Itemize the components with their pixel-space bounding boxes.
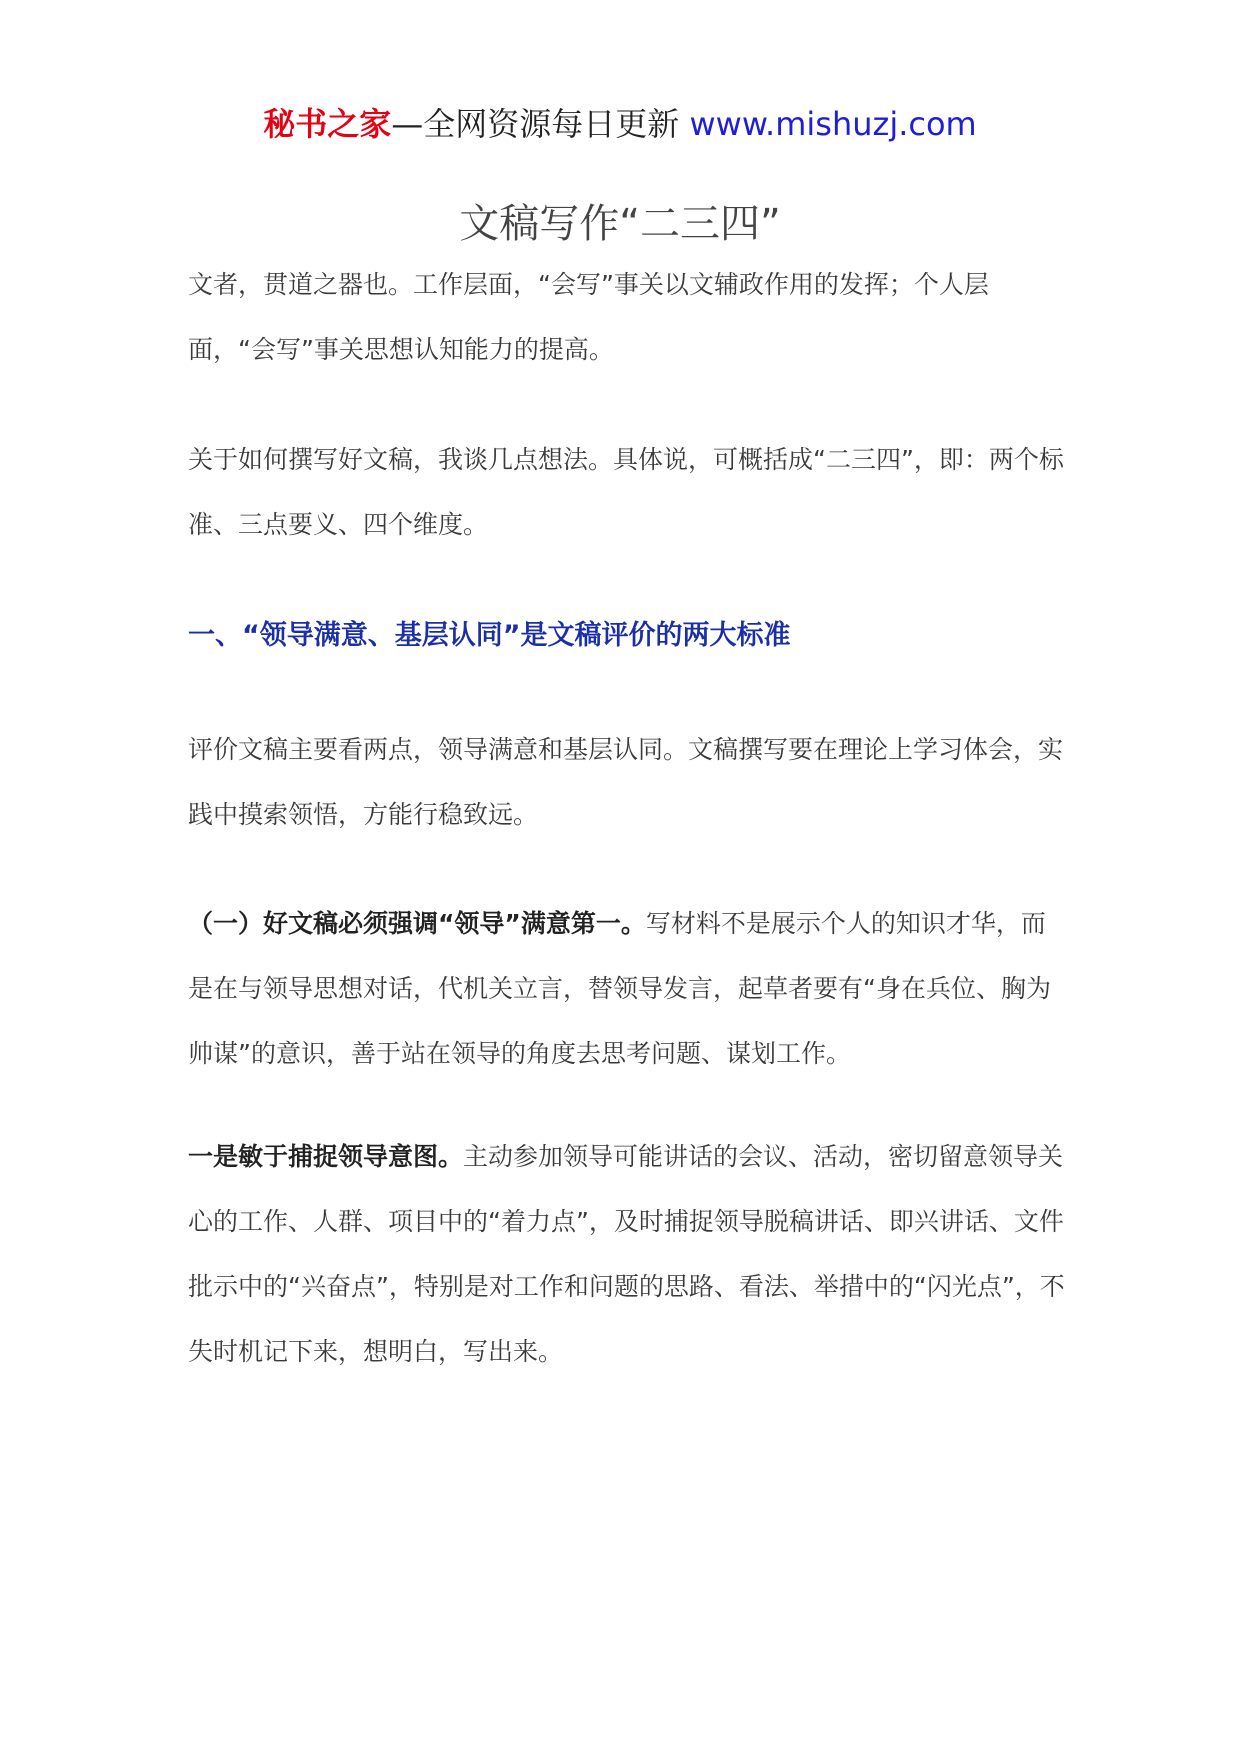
document-title: 文稿写作“二三四” [459, 201, 781, 247]
point-1-paragraph [188, 1124, 1068, 1384]
header-tagline: —全网资源每日更新 [391, 105, 690, 143]
section1-paragraph: 评价文稿主要看两点，领导满意和基层认同。文稿撰写要在理论上学习体会，实践中摸索领悟，方能行稳致远。 [188, 735, 1064, 829]
section-heading-1: 一、“领导满意、基层认同”是文稿评价的两大标准 [188, 620, 791, 651]
subsection-1-lead: （一）好文稿必须强调“领导”满意第一。 [188, 909, 646, 938]
overview-paragraph: 关于如何撰写好文稿，我谈几点想法。具体说，可概括成“二三四”，即：两个标准、三点要义、四个维度。 [188, 445, 1064, 539]
point-1-lead: 一是敏于捕捉领导意图。 [188, 1142, 464, 1171]
subsection-1-paragraph [188, 891, 1068, 1086]
site-header [0, 100, 1240, 148]
subsection-1-body: 写材料不是展示个人的知识才华，而是在与领导思想对话，代机关立言，替领导发言，起草者要有“身在兵位、胸为帅谋”的意识，善于站在领导的角度去思考问题、谋划工作。 [188, 909, 1051, 1068]
brand-name: 秘书之家 [263, 105, 392, 143]
site-url-link[interactable]: www.mishuzj.com [689, 105, 977, 143]
intro-paragraph: 文者，贯道之器也。工作层面，“会写”事关以文辅政作用的发挥；个人层面，“会写”事关思想认知能力的提高。 [188, 270, 989, 364]
point-1-body: 主动参加领导可能讲话的会议、活动，密切留意领导关心的工作、人群、项目中的“着力点”，及时捕捉领导脱稿讲话、即兴讲话、文件批示中的“兴奋点”，特别是对工作和问题的思路、看法、举措中的“闪光点”，不失时机记下来，想明白，写出来。 [188, 1142, 1065, 1366]
